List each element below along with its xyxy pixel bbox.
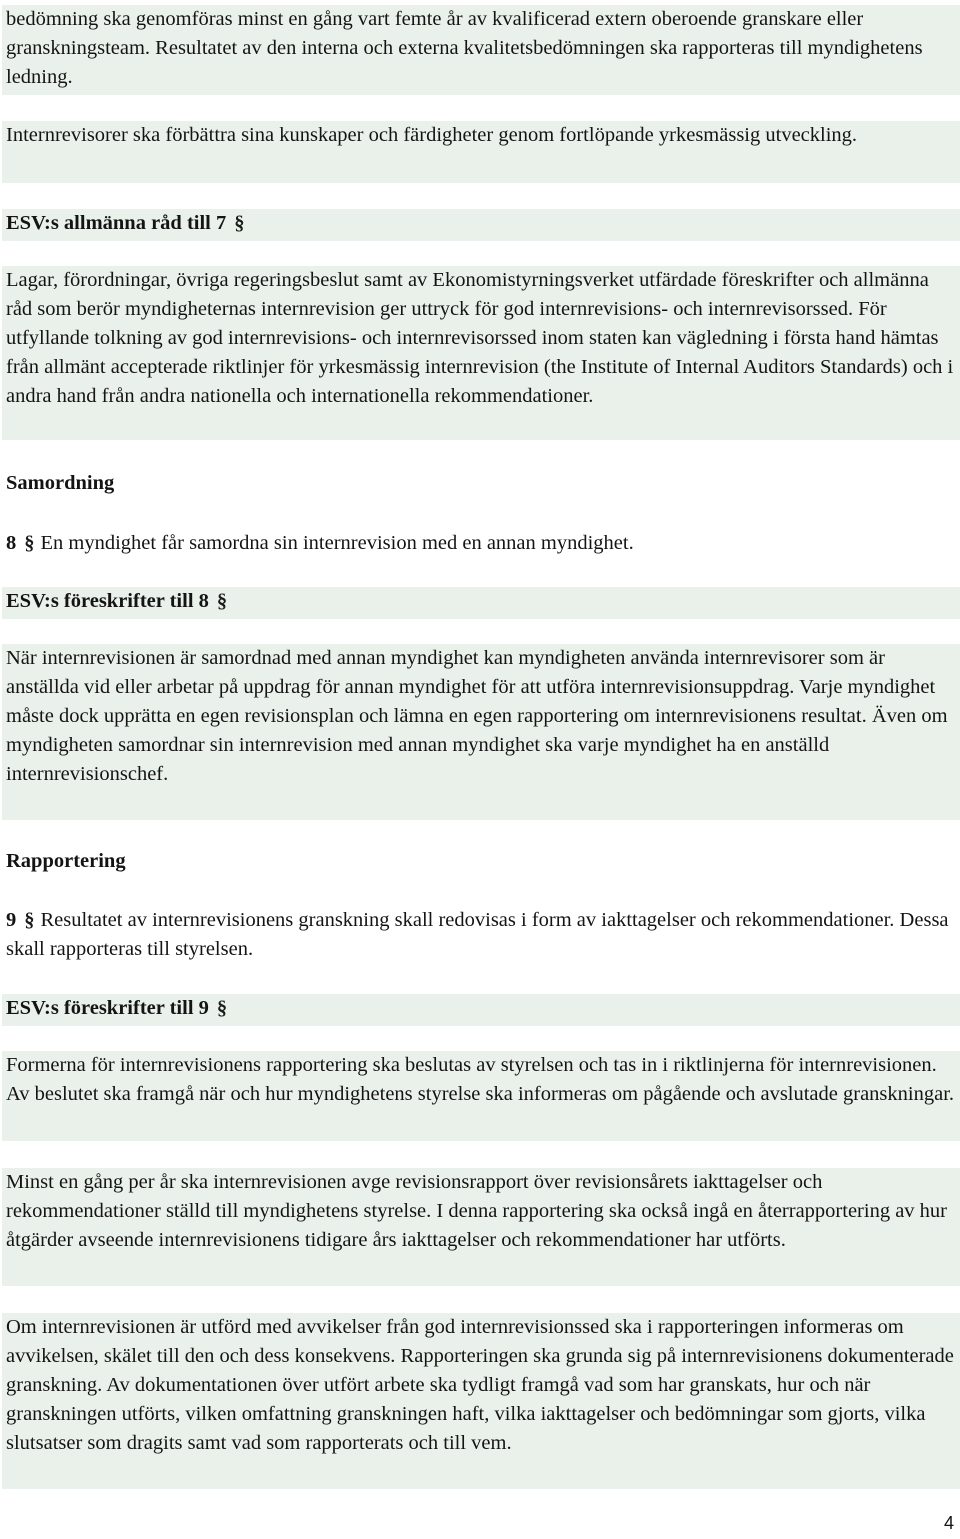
paragraph-9-text: Resultatet av internrevisionens granskning skall redovisas i form av iakttagelser och rekommendationer. Dessa skall rapporteras till styrelsen. [6,909,949,960]
section-sign-icon: § [216,997,228,1019]
esv9-heading-text: ESV:s föreskrifter till 9 [6,997,209,1019]
page-number: 4 [943,1513,954,1533]
esv8-heading-block [2,587,960,619]
rapportering-heading-block [2,847,960,877]
intro-paragraph: bedömning ska genomföras minst en gång vart femte år av kvalificerad extern oberoende granskare eller granskningsteam. Resultatet av den interna och externa kvalitetsbedömningen ska rapporteras till myndighetens ledning. [6,8,923,88]
esv9-paragraph-c: Om internrevisionen är utförd med avvikelser från god internrevisionssed ska i rapporteringen informeras om avvikelsen, skälet till den och dess konsekvens. Rapporteringen ska grunda sig på internrevisionens dokumenterade granskning. Av dokumentationen över utfört arbete ska tydligt framgå vad som har granskats, hur och när granskningen utförts, vilken omfattning granskningen haft, vilka iakttagelser och bedömningar som gjorts, vilka slutsatser som dragits samt vad som rapporterats och till vem. [6,1316,954,1454]
intro-paragraph-block [2,5,960,95]
esv8-paragraph-block [2,644,960,820]
section-sign-icon: § [216,590,228,612]
esv8-heading-text: ESV:s föreskrifter till 8 [6,590,209,612]
paragraph-8-text: En myndighet får samordna sin internrevision med en annan myndighet. [40,532,634,554]
esv9-paragraph-b-block [2,1168,960,1286]
samordning-heading-block [2,469,960,499]
esv9-paragraph-a-block [2,1051,960,1141]
rapportering-heading: Rapportering [6,850,126,872]
esv9-paragraph-c-block [2,1313,960,1489]
esv8-paragraph: När internrevisionen är samordnad med annan myndighet kan myndigheten använda internrevisorer som är anställda vid eller arbetar på uppdrag för annan myndighet för att utföra internrevisionsuppdrag. Varje myndighet måste dock upprätta en egen revisionsplan och lämna en egen rapportering om internrevisionens resultat. Även om myndigheten samordnar sin internrevision med annan myndighet ska varje myndighet ha en anställd internrevisionschef. [6,647,948,785]
esv9-heading [6,994,960,1023]
section-sign-icon: § [24,909,35,931]
section-sign-icon: § [24,532,35,554]
samordning-heading: Samordning [6,472,115,494]
esv9-paragraph-b: Minst en gång per år ska internrevisionen avge revisionsrapport över revisionsårets iakttagelser och rekommendationer ställd till myndighetens styrelse. I denna rapportering ska också ingå en återrapportering av hur åtgärder avseende internrevisionens tidigare års iakttagelser och rekommendationer har utförts. [6,1171,947,1251]
section-sign-icon: § [234,212,245,234]
paragraph-8-number: 8 [6,532,17,554]
paragraph-9-block [2,906,960,966]
paragraph-8 [6,529,960,558]
paragraph-9-number: 9 [6,909,17,931]
competence-paragraph-block [2,121,960,183]
esv9-heading-block [2,994,960,1026]
esv7-paragraph: Lagar, förordningar, övriga regeringsbeslut samt av Ekonomistyrningsverket utfärdade föreskrifter och allmänna råd som berör myndigheternas internrevision ger uttryck för god internrevisions- och internrevisorssed. För utfyllande tolkning av god internrevisions- och internrevisorssed inom staten kan vägledning i första hand hämtas från allmänt accepterade riktlinjer för yrkesmässig internrevision (the Institute of Internal Auditors Standards) och i andra hand från andra nationella och internationella rekommendationer. [6,269,954,407]
esv7-heading [6,209,960,238]
competence-paragraph: Internrevisorer ska förbättra sina kunskaper och färdigheter genom fortlöpande yrkesmässig utveckling. [6,124,858,146]
esv7-heading-block [2,209,960,241]
esv8-heading [6,587,960,616]
paragraph-8-block [2,529,960,559]
esv9-paragraph-a: Formerna för internrevisionens rapportering ska beslutas av styrelsen och tas in i riktlinjerna för internrevisionen. Av beslutet ska framgå när och hur myndighetens styrelse ska informeras om pågående och avslutade granskningar. [6,1054,955,1105]
esv7-paragraph-block [2,266,960,440]
paragraph-9 [6,906,960,964]
esv7-heading-text: ESV:s allmänna råd till 7 [6,212,227,234]
